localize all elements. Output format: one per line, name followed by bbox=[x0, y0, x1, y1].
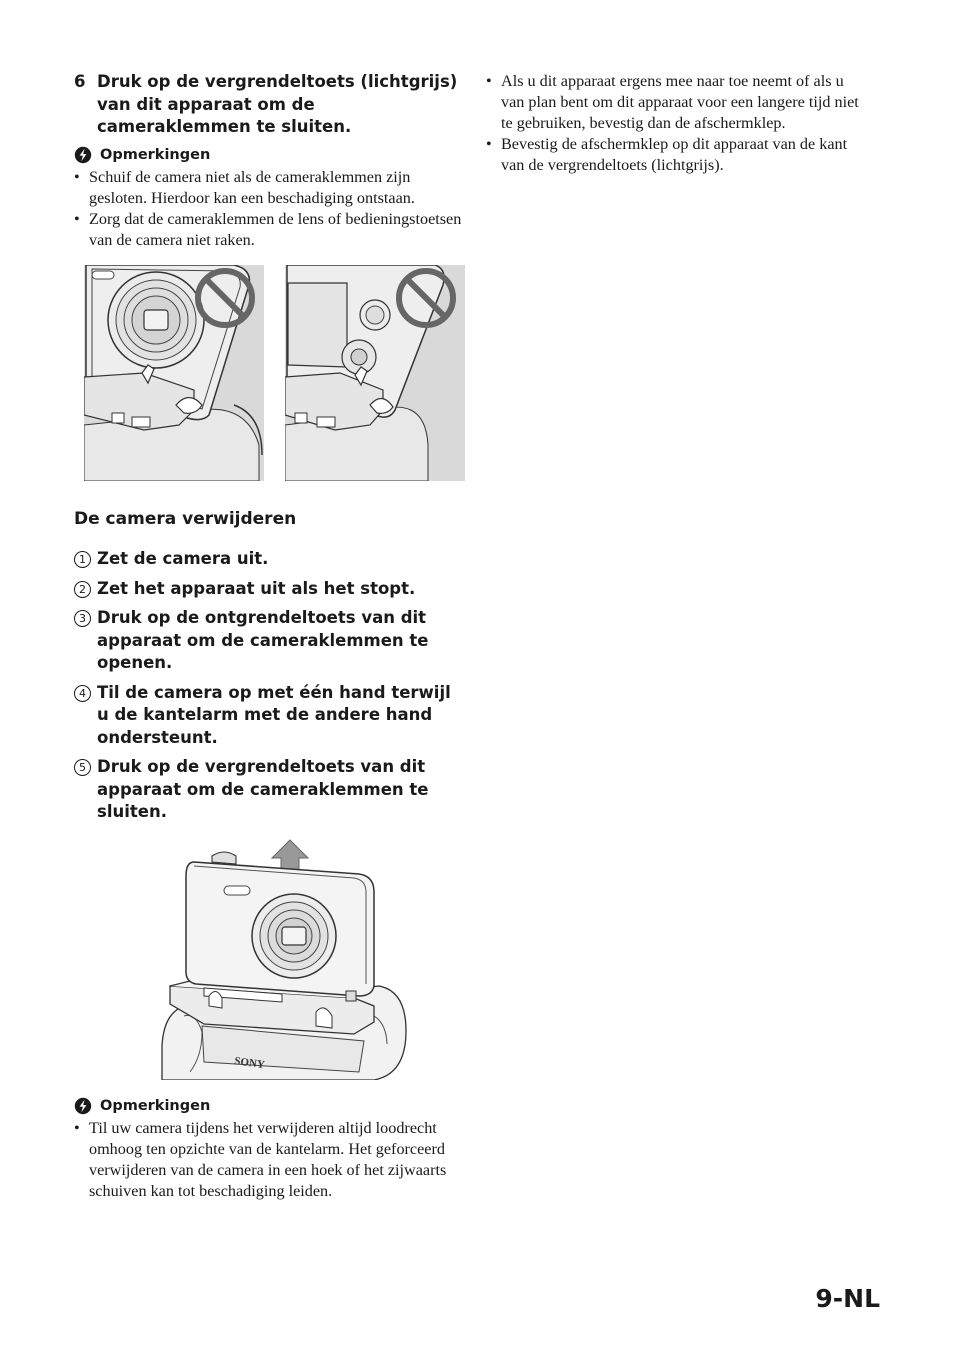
notes-list bbox=[74, 1118, 472, 1202]
notes-heading-text: Opmerkingen bbox=[100, 1098, 211, 1114]
step-number: 2 bbox=[74, 581, 91, 598]
step-6 bbox=[74, 71, 474, 139]
step-text: Zet de camera uit. bbox=[97, 549, 269, 568]
removal-steps bbox=[74, 548, 454, 831]
step-text: Til de camera op met één hand terwijl u de kantelarm met de andere hand ondersteunt. bbox=[97, 682, 451, 747]
step-number: 6 bbox=[74, 72, 86, 91]
note-item: • Til uw camera tijdens het verwijderen altijd loodrecht omhoog ten opzichte van de kantelarm. Het geforceerd verwijderen van de camera in een hoek of het zijwaarts schuiven kan tot beschadiging leiden. bbox=[74, 1118, 472, 1202]
section-title: De camera verwijderen bbox=[74, 509, 297, 529]
caution-icon bbox=[74, 146, 92, 164]
notes-heading bbox=[74, 1097, 210, 1115]
page-number: 9-NL bbox=[815, 1284, 880, 1313]
step-number: 3 bbox=[74, 610, 91, 627]
notes-heading bbox=[74, 146, 210, 164]
step-text: Druk op de ontgrendeltoets van dit apparaat om de cameraklemmen te openen. bbox=[97, 608, 429, 672]
lift-camera-illustration bbox=[154, 836, 410, 1080]
step-item bbox=[74, 756, 454, 824]
step-number: 4 bbox=[74, 685, 91, 702]
camera-buttons-prohibited-illustration bbox=[285, 265, 465, 481]
right-column-list bbox=[486, 71, 861, 176]
note-item: • Zorg dat de cameraklemmen de lens of bedieningstoetsen van de camera niet raken. bbox=[74, 209, 469, 251]
step-number: 1 bbox=[74, 551, 91, 568]
step-text: Zet het apparaat uit als het stopt. bbox=[97, 578, 416, 598]
notes-list bbox=[74, 167, 469, 251]
note-item: • Schuif de camera niet als de cameraklemmen zijn gesloten. Hierdoor kan een beschadiging ontstaan. bbox=[74, 167, 469, 209]
step-item bbox=[74, 682, 454, 750]
step-item bbox=[74, 578, 454, 601]
step-text: Druk op de vergrendeltoets van dit apparaat om de cameraklemmen te sluiten. bbox=[97, 757, 429, 821]
camera-lens-prohibited-illustration bbox=[84, 265, 264, 481]
note-item: • Als u dit apparaat ergens mee naar toe neemt of als u van plan bent om dit apparaat voor een langere tijd niet te gebruiken, bevestig dan de afschermklep. bbox=[486, 71, 861, 134]
step-item bbox=[74, 607, 454, 675]
step-item bbox=[74, 548, 454, 571]
brand-logo-text: SONY bbox=[233, 1055, 266, 1072]
notes-heading-text: Opmerkingen bbox=[100, 147, 211, 163]
caution-icon bbox=[74, 1097, 92, 1115]
note-item: • Bevestig de afschermklep op dit apparaat van de kant van de vergrendeltoets (lichtgrijs). bbox=[486, 134, 861, 176]
step-text: Druk op de vergrendeltoets (lichtgrijs) van dit apparaat om de cameraklemmen te sluiten. bbox=[97, 72, 458, 136]
step-number: 5 bbox=[74, 759, 91, 776]
